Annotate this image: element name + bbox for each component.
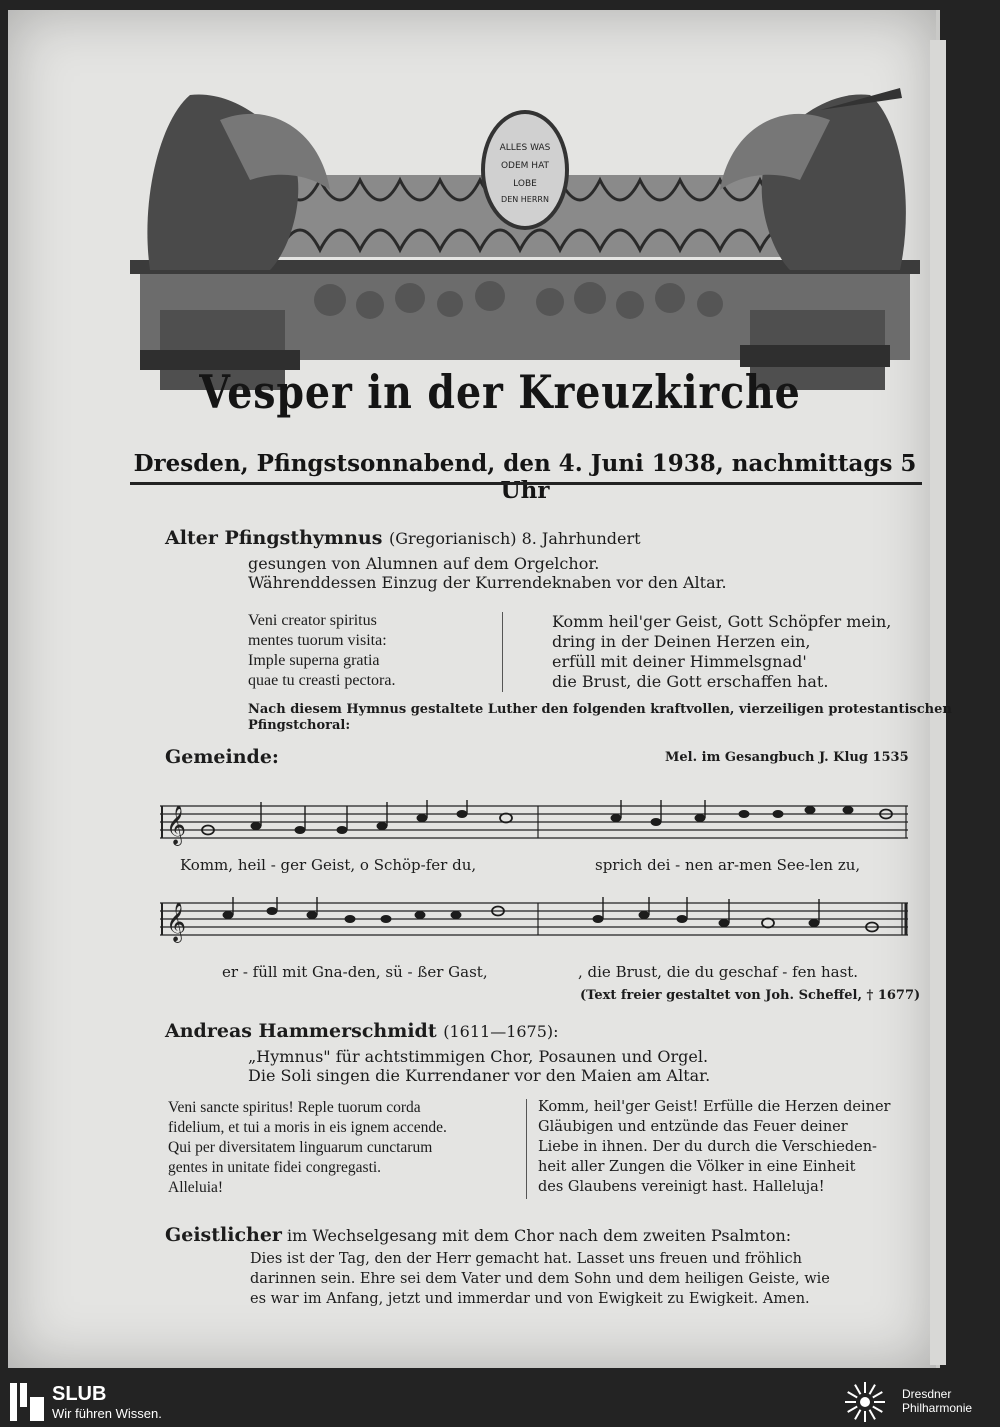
footer-bar [0, 1375, 1000, 1427]
hymn-lyrics: Komm, heil - ger Geist, o Schöp-fer du, [180, 856, 477, 874]
german-text-line: des Glaubens vereinigt hast. Halleluja! [538, 1179, 825, 1195]
treble-clef-icon: 𝄞 [166, 805, 187, 845]
music-staff-line-1 [160, 800, 908, 846]
performance-note: Die Soli singen die Kurrendaner vor den Maien am Altar. [248, 1066, 711, 1085]
latin-text-line: Alleluia! [168, 1179, 224, 1196]
latin-verse-line: mentes tuorum visita: [248, 632, 387, 649]
latin-verse-line: Veni creator spiritus [248, 612, 377, 629]
latin-verse-line: quae tu creasti pectora. [248, 672, 396, 689]
german-verse-line: dring in der Deinen Herzen ein, [552, 632, 811, 651]
liturgy-text-line: es war im Anfang, jetzt und immerdar und von Ewigkeit zu Ewigkeit. Amen. [250, 1291, 810, 1307]
page-title: Vesper in der Kreuzkirche [199, 365, 801, 419]
slub-tagline: Wir führen Wissen. [52, 1406, 162, 1421]
latin-text-line: gentes in unitate fidei congregasti. [168, 1159, 382, 1176]
music-staff-line-2 [160, 897, 908, 943]
svg-text:LOBE: LOBE [513, 179, 537, 189]
performance-note: gesungen von Alumnen auf dem Orgelchor. [248, 554, 600, 573]
emblem-lettering: ALLES WAS [499, 143, 551, 153]
composer-name: Andreas Hammerschmidt [165, 1020, 437, 1042]
section-heading-text: Alter Pfingsthymnus [165, 527, 383, 549]
liturgy-text-line: darinnen sein. Ehre sei dem Vater und dem Sohn und dem heiligen Geiste, wie [250, 1271, 830, 1287]
title-divider [130, 482, 922, 485]
melody-credit: Mel. im Gesangbuch J. Klug 1535 [665, 750, 909, 765]
organ-gallery-illustration [130, 80, 920, 400]
section-heading-note: (Gregorianisch) 8. Jahrhundert [389, 529, 641, 548]
german-verse-line: Komm heil'ger Geist, Gott Schöpfer mein, [552, 612, 892, 631]
column-divider [502, 612, 503, 692]
latin-verse-line: Imple superna gratia [248, 652, 380, 669]
latin-text-line: Qui per diversitatem linguarum cunctarum [168, 1139, 433, 1156]
hymn-lyrics: er - füll mit Gna-den, sü - ßer Gast, [222, 963, 488, 981]
hymn-lyrics: , die Brust, die du geschaf - fen hast. [578, 963, 859, 981]
german-verse-line: erfüll mit deiner Himmelsgnad' [552, 652, 807, 671]
section-heading-rest: im Wechselgesang mit dem Chor nach dem zweiten Psalmton: [287, 1226, 792, 1245]
german-text-line: Liebe in ihnen. Der du durch die Verschieden- [538, 1139, 877, 1155]
svg-text:DEN HERRN: DEN HERRN [501, 195, 549, 204]
text-credit: (Text freier gestaltet von Joh. Scheffel, † 1677) [580, 988, 921, 1003]
column-divider [526, 1099, 527, 1199]
hymn-lyrics: sprich dei - nen ar-men See-len zu, [595, 856, 861, 874]
section-heading-hammerschmidt [165, 1020, 559, 1042]
latin-text-line: fidelium, et tui a moris in eis ignem accende. [168, 1119, 447, 1136]
philharmonie-logo-icon [843, 1380, 887, 1424]
section-heading-gemeinde: Gemeinde: [165, 746, 279, 768]
historical-note: Pfingstchoral: [248, 718, 351, 733]
slub-logo-icon [10, 1383, 44, 1421]
performance-note: Währenddessen Einzug der Kurrendeknaben vor den Altar. [248, 573, 727, 592]
section-heading-text: Geistlicher [165, 1224, 282, 1246]
philharmonie-wordmark: Dresdner Philharmonie [902, 1387, 973, 1415]
german-text-line: Gläubigen und entzünde das Feuer deiner [538, 1119, 848, 1135]
latin-text-line: Veni sancte spiritus! Reple tuorum corda [168, 1099, 421, 1116]
historical-note: Nach diesem Hymnus gestaltete Luther den folgenden kraftvollen, vierzeiligen protestantischen [248, 702, 952, 717]
section-heading-geistlicher [165, 1224, 791, 1246]
liturgy-text-line: Dies ist der Tag, den der Herr gemacht hat. Lasset uns freuen und fröhlich [250, 1251, 802, 1267]
german-verse-line: die Brust, die Gott erschaffen hat. [552, 672, 829, 691]
german-text-line: heit aller Zungen die Völker in eine Einheit [538, 1159, 856, 1175]
svg-text:ODEM HAT: ODEM HAT [500, 161, 550, 171]
performance-note: „Hymnus" für achtstimmigen Chor, Posaunen und Orgel. [248, 1047, 709, 1066]
slub-wordmark: SLUB [52, 1383, 107, 1405]
section-heading-pfingsthymnus [165, 527, 641, 549]
event-date-line: Dresden, Pfingstsonnabend, den 4. Juni 1938, nachmittags 5 Uhr [133, 450, 917, 504]
german-text-line: Komm, heil'ger Geist! Erfülle die Herzen deiner [538, 1099, 891, 1115]
composer-dates: (1611—1675): [443, 1022, 559, 1041]
svg-text:𝄞: 𝄞 [166, 902, 187, 942]
